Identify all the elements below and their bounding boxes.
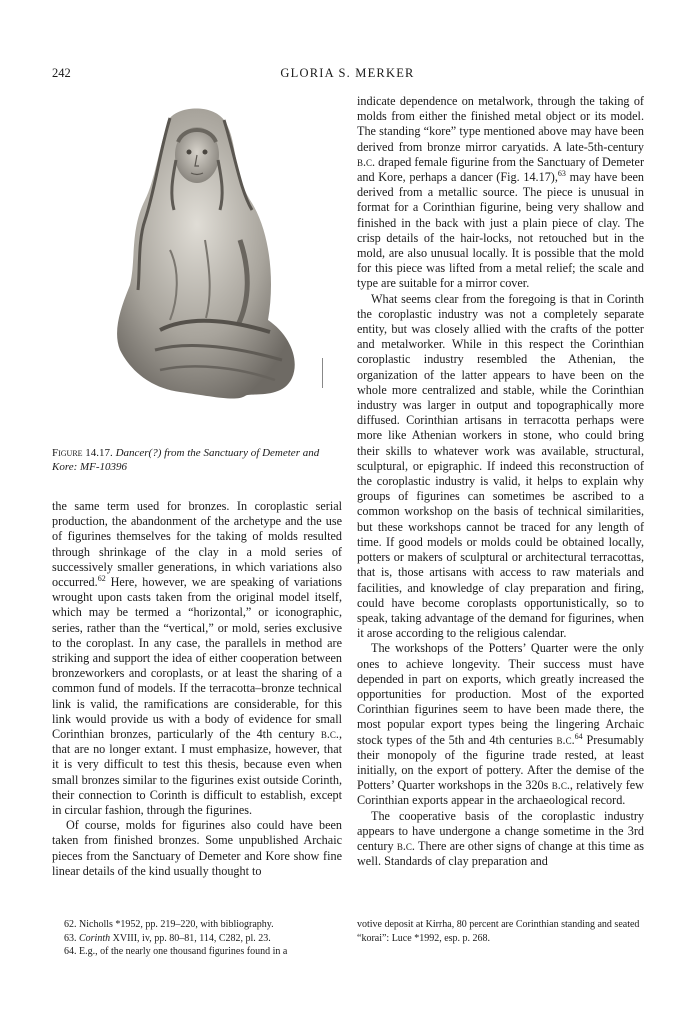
right-paragraph-3: The workshops of the Potters’ Quarter were the only ones to achieve longevity. Their success must have depended in part on exports, which greatly increased the opportunities for production. Most of the exported Corinthian figurines seem to have been made there, the most popular export types being the lingering Archaic stock types of the 5th and 4th centuries b.c.$^{64}$ Presumably their monopoly of the figurine trade rested, at least initially, on the export of pottery. After the demise of the Potters’ Quarter workshops in the 320s b.c., relatively few Corinthian exports appear in the archaeological record.: [357, 641, 644, 808]
right-paragraph-2: What seems clear from the foregoing is that in Corinth the coroplastic industry was not a completely separate entity, but was closely allied with the crafts of the potter and metalworker. While in this respect the Corinthian coroplastic industry resembled the Athenian, the organization of the latter appears to have been on the whole more centralized and stable, while the Corinthian industry was larger in output and topographically more diffused. Corinthian artisans in terracotta perhaps were more like Athenian workers in stone, who could bring their skills to whatever work was available, structural, sculptural, or epigraphic. If indeed this reconstruction of the coroplastic industry is valid, it helps to explain why groups of figurines can sometimes be ascribed to a common workshop on the basis of technical similarities, but these workshops cannot be traced for any length of time. If good models or molds could be obtained locally, potters or makers of sculptural or architectural terracottas, that is, those artisans with access to raw materials and facilities, and knowledge of clay preparation and firing, could have become coroplasts opportunistically, so to speak, taking advantage of the demand for figurines, when it arose according to the religious calendar.: [357, 291, 644, 641]
footnotes-right: [357, 918, 642, 945]
footnote-64-continued: votive deposit at Kirrha, 80 percent are Corinthian standing and seated “korai”: Luce *1992, esp. p. 268.: [357, 919, 640, 944]
footnote-63: 63. Corinth XVIII, iv, pp. 80–81, 114, C282, pl. 23.: [64, 932, 271, 944]
right-paragraph-1: indicate dependence on metalwork, through the taking of molds from either the finished metal object or its model. The standing “kore” type mentioned above may have been derived from bronze mirror caryatids. A late-5th-century b.c. draped female figurine from the Sanctuary of Demeter and Kore, perhaps a dancer (Fig. 14.17),$^{63}$ may have been derived from a metallic source. The piece is unusual in format for a Corinthian figurine, being very shallow and finished in the back with just a plain piece of clay. The crisp details of the hair-locks, not retouched but in the mold, are also unusual locally. It is possible that the mold for this piece was lifted from a metal relief; the scale and type are suitable for a mirror cover.: [357, 94, 645, 291]
right-column: [357, 94, 644, 869]
left-paragraph-1: the same term used for bronzes. In coroplastic serial production, the abandonment of the archetype and the use of figurines themselves for the taking of molds resulted through shrinkage of the clay in a mold series of successively smaller generations, in which variations also occurred.$^{62}$ Here, however, we are speaking of variations wrought upon casts taken from the original model itself, which may be termed a “horizontal,” or iconographic, series, rather than the “vertical,” or mold, series exclusive to the coroplast. In any case, the parallels in method are striking and support the idea of either cooperation between bronzeworkers and coroplasts, or at least the sharing of a common fund of models. If the terracotta–bronze technical link is valid, the ramifications are considerable, for this link would provide us with a body of evidence for small Corinthian bronzes, particularly of the 4th century b.c., that are no longer extant. I must emphasize, however, that it is very difficult to test this thesis, because even when small bronzes similar to the figurines exist outside Corinth, their connection to Corinth is difficult to establish, except in circular fashion, through the figurines.: [52, 499, 342, 818]
terracotta-figurine-image: [100, 100, 325, 495]
figure-caption: [52, 446, 337, 474]
figure-title: Dancer(?) from the Sanctuary of Demeter and Kore: MF-10396: [52, 447, 320, 473]
left-column: [52, 499, 342, 879]
left-paragraph-2: Of course, molds for figurines also could have been taken from finished bronzes. Some unpublished Archaic pieces from the Sanctuary of Demeter and Kore show fine linear details of the kind usually thought to: [52, 818, 342, 878]
footnotes-left: [64, 918, 344, 959]
right-paragraph-4: The cooperative basis of the coroplastic industry appears to have undergone a change sometime in the 3rd century b.c. There are other signs of change at this time as well. Standards of clay preparation and: [357, 808, 644, 869]
page-number: 242: [52, 66, 71, 80]
footnote-62: 62. Nicholls *1952, pp. 219–220, with bibliography.: [64, 919, 274, 930]
footnote-64: 64. E.g., of the nearly one thousand figurines found in a: [64, 946, 288, 957]
figure-label: Figure 14.17.: [52, 447, 113, 459]
running-title: GLORIA S. MERKER: [280, 66, 415, 80]
